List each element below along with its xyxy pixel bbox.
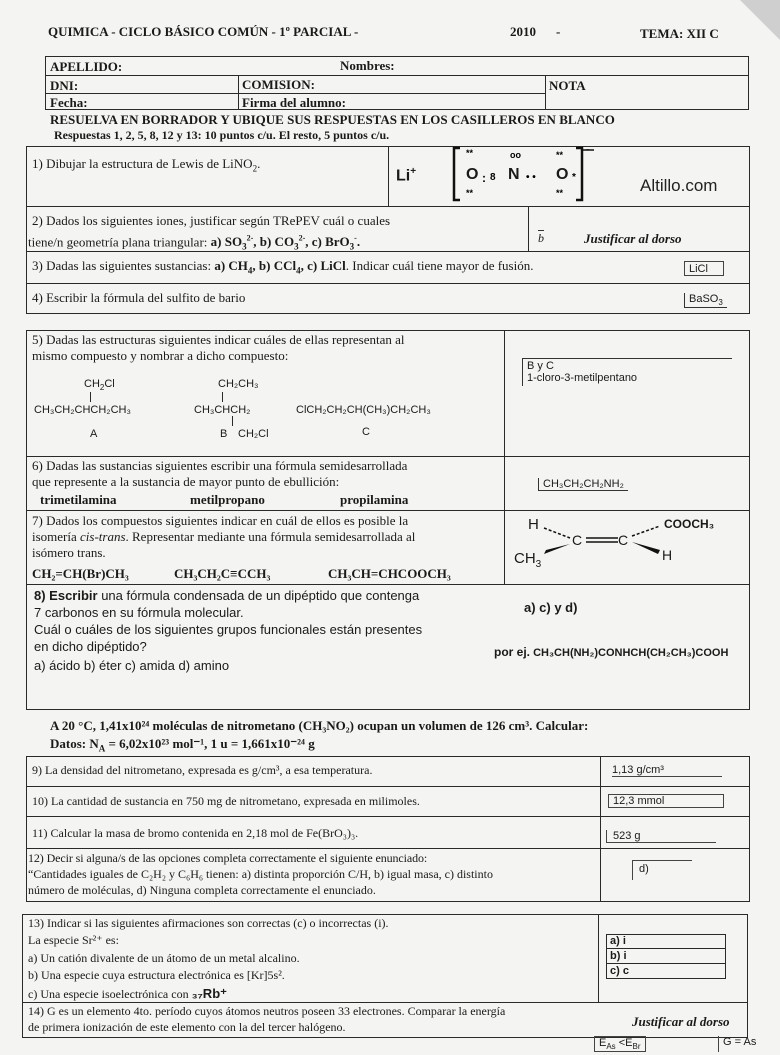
q8-options: a) ácido b) éter c) amida d) amino <box>34 658 230 673</box>
svg-text:8: 8 <box>490 172 496 183</box>
q13-ans-b: b) i <box>610 950 627 962</box>
q8-answer1: a) c) y d) <box>524 600 578 615</box>
q11-answer: 523 g <box>606 830 716 843</box>
svg-text:**: ** <box>556 150 564 160</box>
q5-a-label: A <box>90 428 98 440</box>
svg-text:• •: • • <box>526 172 536 183</box>
q6-answer: CH₃CH₂CH₂NH₂ <box>538 478 628 491</box>
q12-line1: 12) Decir si alguna/s de las opciones completa correctamente el siguiente enunciado: <box>28 851 428 865</box>
nombres-label: Nombres: <box>340 58 395 73</box>
q14-ans1: $E_{As} <E_{Br}$ <box>594 1036 646 1052</box>
header-dash: - <box>556 24 561 39</box>
lewis-o1: O <box>466 166 479 183</box>
q14-line1: 14) G es un elemento 4to. período cuyos átomos neutros poseen 33 electrones. Comparar la energía <box>28 1004 506 1018</box>
q12-line2: “Cantidades iguales de C₂H₂ y C₆H₆ tienen: a) distinta proporción C/H, b) igual masa, c) distinto <box>28 867 493 881</box>
q6-line2: que represente a la sustancia de mayor punto de ebullición: <box>32 474 340 489</box>
q7-ans-h2: H <box>662 547 673 563</box>
q9-answer: 1,13 g/cm³ <box>612 764 722 777</box>
q7-line1: 7) Dados los compuestos siguientes indicar en cuál de ellos es posible la <box>32 513 409 528</box>
q7-line2: isomería cis-trans. Representar mediante una fórmula semidesarrollada al <box>32 529 416 544</box>
lewis-n: N <box>508 166 520 183</box>
firma-label: Firma del alumno: <box>242 95 346 110</box>
q7-ans-c1: C <box>572 532 583 548</box>
comision-label: COMISION: <box>242 77 315 92</box>
q7-c3: CH₃CH=CHCOOCH₃ <box>328 566 451 581</box>
q14-note: Justificar al dorso <box>632 1014 730 1029</box>
student-form <box>45 56 749 110</box>
q5-a-top: $CH_2Cl$ <box>84 378 115 393</box>
q13-line1: 13) Indicar si las siguientes afirmaciones son correctas (c) o incorrectas (i). <box>28 916 389 930</box>
svg-text:**: ** <box>466 188 474 198</box>
instructions-line2: Respuestas 1, 2, 5, 8, 12 y 13: 10 puntos c/u. El resto, 5 puntos c/u. <box>54 128 390 142</box>
q5-a-main: CH₃CH₂CHCH₂CH₃ <box>34 404 131 416</box>
q4-answer: BaSO$_3$ <box>684 293 727 308</box>
q14-ans2: G = As <box>718 1036 760 1052</box>
q5-b-label: B <box>220 428 228 440</box>
q5-b-main: CH₃CHCH₂ <box>194 404 251 416</box>
q5-answer-box <box>522 358 732 386</box>
q9-text: 9) La densidad del nitrometano, expresada es g/cm³, a esa temperatura. <box>32 763 373 777</box>
q7-line3: isómero trans. <box>32 545 106 560</box>
data-line2: Datos: $N_A = 6,02x10^{23}$ mol⁻¹, 1 u = 1,661x10⁻²⁴ g <box>50 736 315 754</box>
q6-s1: trimetilamina <box>40 492 117 507</box>
q8-line3: Cuál o cuáles de los siguientes grupos funcionales están presentes <box>34 622 423 637</box>
q13-ans-a: a) i <box>610 935 626 947</box>
page-corner <box>740 0 780 40</box>
lewis-o2: O <box>556 166 569 183</box>
exam-year: 2010 <box>510 24 536 39</box>
q3-answer: LiCl <box>684 261 724 276</box>
data-line1: A 20 °C, 1,41x10²⁴ moléculas de nitrometano (CH₃NO₂) ocupan un volumen de 126 cm³. Calcular: <box>50 718 589 733</box>
q8-answer2: por ej. CH₃CH(NH₂)CONHCH(CH₂CH₃)COOH <box>494 645 729 659</box>
q7-ans-ch3: $CH_3$ <box>514 550 542 570</box>
q2-line1: 2) Dados los siguientes iones, justificar según TRePEV cuál o cuales <box>32 213 391 228</box>
q5-b-bottom: CH₂Cl <box>238 428 269 440</box>
q6-s2: metilpropano <box>190 492 265 507</box>
watermark: Altillo.com <box>640 176 718 195</box>
lewis-li: Li+ <box>396 166 417 185</box>
q5-c-main: ClCH₂CH₂CH(CH₃)CH₂CH₃ <box>296 404 431 416</box>
q13-a: a) Un catión divalente de un átomo de un metal alcalino. <box>28 951 300 965</box>
instructions-line1: RESUELVA EN BORRADOR Y UBIQUE SUS RESPUESTAS EN LOS CASILLEROS EN BLANCO <box>50 112 615 127</box>
svg-text:**: ** <box>466 148 474 158</box>
svg-text::: : <box>482 171 486 185</box>
fecha-label: Fecha: <box>50 95 88 110</box>
q7-ans-c2: C <box>618 532 629 548</box>
q13-c: c) Una especie isoelectrónica con ₃₇Rb⁺ <box>28 986 227 1001</box>
q8-line1: 8) Escribir una fórmula condensada de un dipéptido que contenga <box>34 588 420 603</box>
q4-text: 4) Escribir la fórmula del sulfito de bario <box>32 290 246 305</box>
q7-c1: CH₂=CH(Br)CH₃ <box>32 566 129 581</box>
exam-title: QUIMICA - CICLO BÁSICO COMÚN - 1º PARCIAL - <box>48 24 359 39</box>
dni-label: DNI: <box>50 78 79 93</box>
q5-answer1: B y C <box>527 360 554 372</box>
q2-line2: tiene/n geometría plana triangular: a) $SO_3^{2-}$, b) $CO_3^{2-}$, c) BrO$_3$-. <box>28 234 361 252</box>
q10-text: 10) La cantidad de sustancia en 750 mg de nitrometano, expresada en milimoles. <box>32 794 420 808</box>
svg-text:oo: oo <box>510 150 521 160</box>
q8-line2: 7 carbonos en su fórmula molecular. <box>34 605 244 620</box>
q7-bond-lines <box>540 520 670 560</box>
svg-text:**: ** <box>556 188 564 198</box>
q11-text: 11) Calcular la masa de bromo contenida en 2,18 mol de Fe(BrO₃)₃. <box>32 826 359 840</box>
svg-text:*: * <box>572 172 576 183</box>
q5-line2: mismo compuesto y nombrar a dicho compuesto: <box>32 348 289 363</box>
q7-c2: CH₃CH₂C≡CCH₃ <box>174 566 271 581</box>
q6-line1: 6) Dadas las sustancias siguientes escribir una fórmula semidesarrollada <box>32 458 408 473</box>
lewis-minus: - <box>586 144 590 155</box>
q13-b: b) Una especie cuya estructura electrónica es [Kr]5s². <box>28 968 285 982</box>
q5-answer2: 1-cloro-3-metilpentano <box>527 372 638 384</box>
q3-text: 3) Dadas las siguientes sustancias: a) $CH_4$, b) CCl$_4$, c) LiCl. Indicar cuál tiene mayor de fusión. <box>32 258 534 276</box>
q10-answer: 12,3 mmol <box>608 794 724 808</box>
apellido-label: APELLIDO: <box>50 59 123 74</box>
q6-s3: propilamina <box>340 492 409 507</box>
q13-ans-c: c) c <box>610 965 629 977</box>
q5-b-top: CH₂CH₃ <box>218 378 259 390</box>
q2-answer: b <box>538 231 544 245</box>
nota-label: NOTA <box>549 78 586 93</box>
q7-ans-cooch3: COOCH₃ <box>664 517 715 531</box>
q5-line1: 5) Dadas las estructuras siguientes indicar cuáles de ellas representan al <box>32 332 405 347</box>
q5-c-label: C <box>362 426 370 438</box>
q1-text: 1) Dibujar la estructura de Lewis de LiNO$_2$. <box>32 156 261 174</box>
q2-note: Justificar al dorso <box>584 231 682 246</box>
exam-tema: TEMA: XII C <box>640 26 719 41</box>
q13-line2: La especie Sr²⁺ es: <box>28 933 119 947</box>
q7-ans-h1: H <box>528 516 539 533</box>
q8-line4: en dicho dipéptido? <box>34 639 147 654</box>
q12-answer: d) <box>632 860 692 880</box>
q12-line3: número de moléculas, d) Ninguna completa correctamente el enunciado. <box>28 883 376 897</box>
q14-line2: de primera ionización de este elemento con la del tercer halógeno. <box>28 1020 346 1034</box>
